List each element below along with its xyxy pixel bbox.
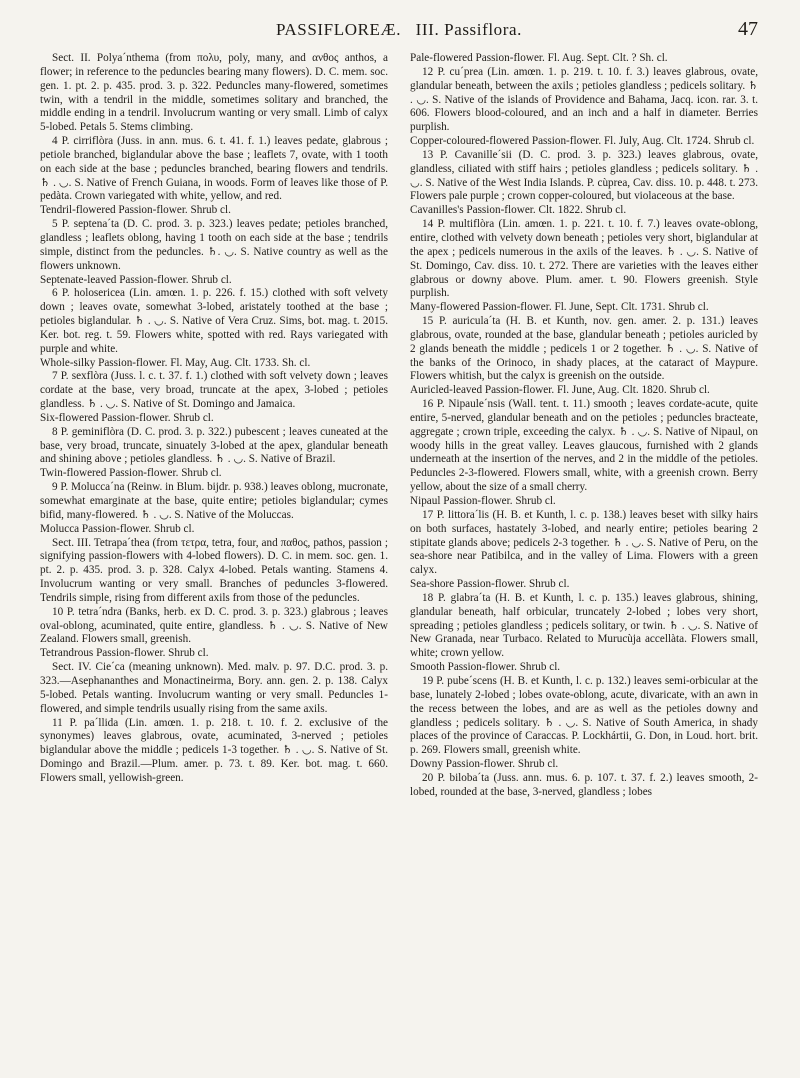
common-name-line: Nipaul Passion-flower. Shrub cl. <box>410 495 556 507</box>
species-entry: 6 P. holosericea (Lin. amœn. 1. p. 226. f. 15.) clothed with soft velvety down ; leaves ovate, somewhat 3-lobed, aristately toothed at the base ; petioles biglandular. ♄ . ◡. S. Native of Vera Cruz. Sims, bot. mag. t. 2015. Ker. bot. reg. t. 59. Flowers white, spotted with red. Rays variegated with purple and white. <box>40 287 388 355</box>
species-entry: 12 P. cu´prea (Lin. amœn. 1. p. 219. t. 10. f. 3.) leaves glabrous, ovate, glandular beneath, between the axils ; petioles glandless ; pedicels solitary. ♄ . ◡. S. Native of the islands of Providence and Bahama, Jacq. icon. rar. 3. t. 606. Flowers blood-coloured, and an inch and a half in diameter. Berries purplish. <box>410 65 758 134</box>
species-entry: 19 P. pube´scens (H. B. et Kunth, l. c. p. 132.) leaves semi-orbicular at the base, lunately 2-lobed ; lobes ovate-oblong, acute, divaricate, with an awn in the recess between the lobes, and are as well as the petioles downy and glandless ; pedicels solitary. ♄ . ◡. S. Native of South America, in shady places of the province of Caraccas. P. Lockhártii, G. Don, in Loud. hort. brit. p. 269. Flowers small, greenish white. <box>410 674 758 757</box>
common-name-line: Sea-shore Passion-flower. Shrub cl. <box>410 578 570 591</box>
common-name-line: Six-flowered Passion-flower. Shrub cl. <box>40 411 214 424</box>
section-heading-paragraph: Sect. IV. Cie´ca (meaning unknown). Med. malv. p. 97. D.C. prod. 3. p. 323.—Asephananthes and Monactineirma, Bory. ann. gen. 2. p. 138. Calyx 5-lobed. Petals wanting. Involucrum wanting or very small. Peduncles 1-flowered, and simple tendrils usually rising from the same axils. <box>40 661 388 715</box>
left-column <box>40 52 388 1060</box>
common-name-line: Tendril-flowered Passion-flower. Shrub cl. <box>40 204 231 217</box>
family-title: PASSIFLOREÆ. <box>275 20 402 39</box>
species-entry: 13 P. Cavanille´sii (D. C. prod. 3. p. 323.) leaves glabrous, ovate, glandless, ciliated with stiff hairs ; petioles glandless ; pedicels solitary. ♄ . ◡. S. Native of the West India Islands. P. cùprea, Cav. diss. 10. p. 448. t. 273. Flowers pale purple ; crown copper-coloured, but violaceous at the base. <box>410 148 758 203</box>
common-name-line: Septenate-leaved Passion-flower. Shrub cl. <box>40 273 232 286</box>
species-entry: 8 P. geminiflòra (D. C. prod. 3. p. 322.) pubescent ; leaves cuneated at the base, very broad, truncate, sinuately 3-lobed at the apex, glandular beneath and shining above ; petioles glandless. ♄ . ◡. S. Native of Brazil. <box>40 425 388 466</box>
species-entry: 14 P. multiflòra (Lin. amœn. 1. p. 221. t. 10. f. 7.) leaves ovate-oblong, entire, clothed with velvety down beneath ; petioles very short, biglandular at the apex ; pedicels numerous in the axils of the leaves. ♄ . ◡. S. Native of St. Domingo, Cav. diss. 10. t. 272. There are varieties with the leaves either glabrous or downy above. Plum. amer. t. 90. Flowers greenish. Style purplish. <box>410 218 758 300</box>
species-entry: 20 P. biloba´ta (Juss. ann. mus. 6. p. 107. t. 37. f. 2.) leaves smooth, 2-lobed, rounded at the base, 3-nerved, glandless ; lobes <box>410 771 758 798</box>
common-name-line: Many-flowered Passion-flower. Fl. June, Sept. Clt. 1731. Shrub cl. <box>410 301 709 314</box>
common-name-line: Pale-flowered Passion-flower. Fl. Aug. Sept. Clt. ? Sh. cl. <box>410 52 668 64</box>
common-name-line: Twin-flowered Passion-flower. Shrub cl. <box>40 467 222 480</box>
page-number: 47 <box>738 18 758 40</box>
common-name-line: Cavanilles's Passion-flower. Clt. 1822. Shrub cl. <box>410 204 627 217</box>
species-entry: 18 P. glabra´ta (H. B. et Kunth, l. c. p. 135.) leaves glabrous, shining, glandular beneath, half orbicular, truncately 2-lobed ; lobes very short, spreading ; petioles glandless ; pedicels solitary, or twin. ♄ . ◡. S. Native of New Granada, near Turbaco. Related to Murucùja accellàta. Flowers small, white; crown yellow. <box>410 591 758 660</box>
common-name-line: Copper-coloured-flowered Passion-flower. Fl. July, Aug. Clt. 1724. Shrub cl. <box>410 135 755 148</box>
species-entry: 17 P. littora´lis (H. B. et Kunth, l. c. p. 138.) leaves beset with silky hairs on both surfaces, hastately 3-lobed, and nearly entire; petioles bearing 2 stipitate glands above; pedicels 2-3 together. ♄ . ◡. S. Native of Peru, on the sea-shore near Patibilca, and in the valley of Lima. Flowers with a green calyx. <box>410 508 758 577</box>
species-entry: 10 P. tetra´ndra (Banks, herb. ex D. C. prod. 3. p. 323.) glabrous ; leaves oval-oblong, acuminated, quite entire, glandless. ♄ . ◡. S. Native of New Zealand. Flowers small, greenish. <box>40 605 388 646</box>
species-entry: 11 P. pa´llida (Lin. amœn. 1. p. 218. t. 10. f. 2. exclusive of the synonymes) leaves glabrous, ovate, acuminated, 3-nerved ; petioles biglandular above the middle ; pedicels 1-3 together. ♄ . ◡. S. Native of St. Domingo and Brazil.—Plum. amer. p. 73. t. 89. Ker. bot. mag. t. 660. Flowers small, yellowish-green. <box>40 716 388 784</box>
species-entry: 5 P. septena´ta (D. C. prod. 3. p. 323.) leaves pedate; petioles branched, glandless ; leaflets oblong, having 1 tooth on each side at the base ; tendrils simple, distinct from the peduncles. ♄. ◡. S. Native country as well as the flowers unknown. <box>40 218 388 272</box>
species-entry: 4 P. cirriflòra (Juss. in ann. mus. 6. t. 41. f. 1.) leaves pedate, glabrous ; petiole branched, biglandular above the base ; leaflets 7, ovate, with 1 tooth on each side at the base ; peduncles branched, bearing flowers and tendrils. ♄ . ◡. S. Native of French Guiana, in woods. Form of leaves like those of P. pedàta. Crown variegated with white, yellow, and red. <box>40 135 388 203</box>
common-name-line: Smooth Passion-flower. Shrub cl. <box>410 661 561 674</box>
right-column <box>410 52 758 1060</box>
common-name-line: Auricled-leaved Passion-flower. Fl. June, Aug. Clt. 1820. Shrub cl. <box>410 384 710 397</box>
common-name-line: Whole-silky Passion-flower. Fl. May, Aug. Clt. 1733. Sh. cl. <box>40 356 311 369</box>
common-name-line: Molucca Passion-flower. Shrub cl. <box>40 522 195 535</box>
common-name-line: Tetrandrous Passion-flower. Shrub cl. <box>40 647 209 660</box>
species-entry: 15 P. auricula´ta (H. B. et Kunth, nov. gen. amer. 2. p. 131.) leaves glabrous, ovate, rounded at the base, glandular beneath ; petioles auricled by 2 glands beneath the middle ; pedicels 1 or 2 together. ♄ . ◡. S. Native of the banks of the Orinoco, in shady places, at the cataract of Maypure. Flowers whitish, but the calyx is greenish on the outside. <box>410 315 758 383</box>
species-entry: 9 P. Molucca´na (Reinw. in Blum. bijdr. p. 938.) leaves oblong, mucronate, somewhat emarginate at the base, quite entire; petioles biglandular; cymes bifid, many-flowered. ♄ . ◡. S. Native of the Moluccas. <box>40 481 388 521</box>
species-entry: 16 P. Nipaule´nsis (Wall. tent. t. 11.) smooth ; leaves cordate-acute, quite entire, 5-nerved, glandular beneath and on the petioles ; peduncles bracteate, aggregate ; crown triple, exceeding the calyx. ♄ . ◡. S. Native of Nipaul, on woody hills in the great valley. Leaves glaucous, furnished with 2 glands underneath at the insertion of the nerves, and 2 in the middle of the petioles. Peduncles 2-3-flowered. Flowers small, white, with a greenish crown. Berry yellow, about the size of a small cherry. <box>410 398 758 494</box>
section-heading-paragraph: Sect. II. Polya´nthema (from πολυ, poly, many, and ανθος anthos, a flower; in reference to the peduncles bearing many flowers). D. C. mem. soc. gen. 1. pt. 2. p. 435. prod. 3. p. 322. Peduncles many-flowered, sometimes twin, with a tendril in the middle, sometimes solitary and branched, the middle ending in a tendril. Involucrum wanting or very small. Limb of calyx 5-lobed. Petals 5. Stems climbing. <box>40 52 388 134</box>
running-header <box>40 20 758 50</box>
genus-section: III. Passiflora. <box>415 20 523 39</box>
running-header-title <box>40 20 758 40</box>
section-heading-paragraph: Sect. III. Tetrapa´thea (from τετρα, tetra, four, and παθος, pathos, passion ; signifying passion-flowers with 4-lobed flowers). D. C. in mem. soc. gen. 1. pt. 2. p. 435. prod. 3. p. 328. Calyx 4-lobed. Petals wanting. Stamens 4. Involucrum wanting or very small. Branches of peduncles 3-flowered. Tendrils simple, rising from different axils from those of the peduncles. <box>40 536 388 604</box>
common-name-line: Downy Passion-flower. Shrub cl. <box>410 758 559 771</box>
text-columns <box>40 52 758 1060</box>
species-entry: 7 P. sexflòra (Juss. l. c. t. 37. f. 1.) clothed with soft velvety down ; leaves cordate at the base, very broad, truncate at the apex, 3-lobed ; petioles glandless. ♄ . ◡. S. Native of St. Domingo and Jamaica. <box>40 370 388 411</box>
